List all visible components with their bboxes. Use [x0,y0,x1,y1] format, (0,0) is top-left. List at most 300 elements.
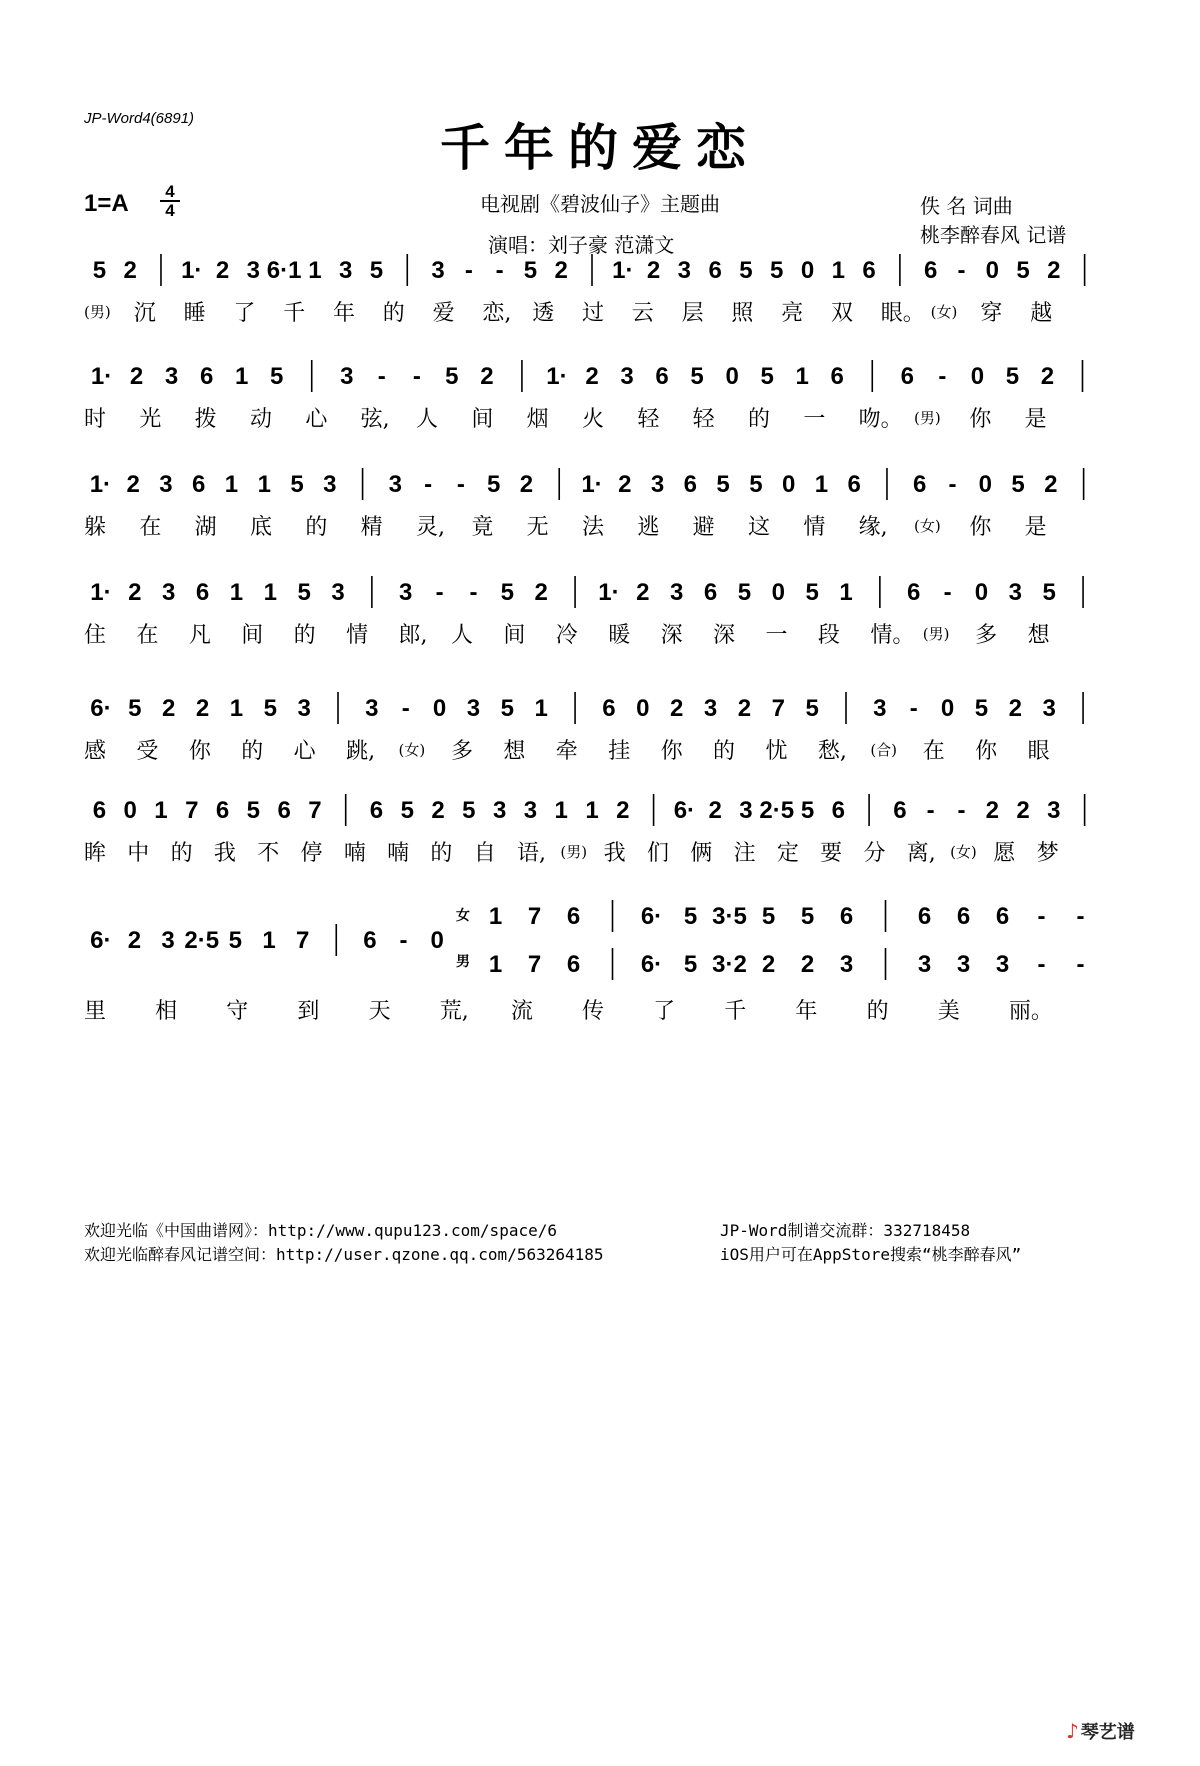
lyric-word: 多 [975,623,998,648]
notation-note: 2 [126,471,140,498]
lyric-word: 间 [241,623,264,648]
voice-part-tag: (女) [950,843,977,861]
notation-note: 3 [399,579,413,606]
notation-note: - [456,471,465,498]
notation-note: 5 [500,579,515,606]
voice-part-tag: (男) [922,625,950,643]
lyric-word: 想 [503,739,526,764]
notation-note: 2 [1047,257,1061,284]
time-signature-bottom: 4 [165,201,175,220]
lyric-word: 云 [631,301,654,326]
notation-note: 7 [771,695,785,722]
notation-note: - [401,695,410,722]
notation-note: 6 [92,797,107,824]
lyric-word: 是 [1024,407,1047,432]
notation-note: 5 [770,257,784,284]
lyric-word: 弦, [360,407,390,432]
notation-note: 6 [831,797,845,824]
notation-note: 1· [90,363,113,390]
notation-note: 2 [480,363,494,390]
lyric-word: 相 [155,999,178,1024]
lyric-word: 注 [733,841,756,866]
lyric-word: 愁, [817,739,847,764]
footer-link-qupu[interactable]: 欢迎光临《中国曲谱网》：http://www.qupu123.com/space/6 [84,1221,557,1240]
notation-note: 5 [1016,257,1030,284]
notation-note: 3 [365,695,379,722]
lyric-line [84,836,1100,876]
female-note: - [1037,903,1046,930]
notation-note: 1 [234,363,249,390]
lyric-word: 光 [139,407,162,432]
notation-note: 3 [340,363,354,390]
notation-note: - [469,579,478,606]
lyric-word: 这 [748,515,771,540]
lyric-word: 里 [84,999,107,1024]
notation-note: 2 [669,695,684,722]
lyric-word: 你 [975,739,998,764]
lyric-word: 层 [681,301,704,326]
notation-note: 2·5 [759,797,795,824]
lyric-word: 睡 [183,301,206,326]
lyric-word: 在 [922,739,945,764]
female-note: 6 [566,903,581,930]
lyric-word: 荒, [439,999,469,1024]
lyric-word: 愿 [993,841,1016,866]
lyric-word: 情 [803,515,826,540]
lyric-line [84,994,1100,1034]
notation-note: 3 [331,579,345,606]
lyric-word: 轻 [637,407,660,432]
lyric-word: 多 [450,739,473,764]
lyric-word: 的 [305,515,328,540]
notation-note: 2 [985,797,999,824]
notation-note: 6 [847,471,861,498]
notation-note: 5 [246,797,261,824]
notation-note: 2 [123,257,137,284]
notation-note: 3 [164,363,179,390]
lyric-word: 我 [603,841,626,866]
lyric-word: 底 [250,515,273,540]
female-note: 3·5 [712,903,747,930]
notation-note: 5 [500,695,515,722]
notation-note: 5 [290,471,304,498]
lyric-word: 人 [450,623,473,648]
notation-note: - [495,257,504,284]
lyric-word: 沉 [133,301,156,326]
notation-note: - [957,257,966,284]
lyric-word: 千 [724,999,747,1024]
notation-note: 1 [585,797,599,824]
notation-note: 1 [308,257,322,284]
notation-note: 1 [229,579,244,606]
lyric-word: 深 [713,623,736,648]
notation-note: 2 [1016,797,1030,824]
notation-note: - [938,363,947,390]
lyric-word: 了 [233,301,256,326]
voice-part-tag: (女) [398,741,426,759]
footer-link-qzone[interactable]: 欢迎光临醉春风记谱空间：http://user.qzone.qq.com/563264185 [84,1245,604,1264]
shared-note: 2·5 [184,927,220,954]
notation-note: 3 [739,797,753,824]
notation-note: 1 [224,471,239,498]
male-note: 3 [956,951,971,978]
lyric-word: 梦 [1036,841,1059,866]
lyric-word: 中 [127,841,150,866]
lyric-word: 丽。 [1008,999,1053,1024]
female-note: 6 [956,903,971,930]
notation-note: 0 [985,257,999,284]
notation-note: 2 [737,695,752,722]
lyric-word: 住 [84,623,107,648]
notation-note: 0 [725,363,739,390]
notation-note: 3 [620,363,634,390]
notation-note: 6 [369,797,384,824]
lyric-word: 眸 [84,841,107,866]
voice-part-tag: (男) [560,843,588,861]
lyric-word: 逃 [637,515,660,540]
male-note: - [1037,951,1046,978]
lyric-word: 亮 [781,301,804,326]
notation-note: 1· [90,579,112,606]
notation-note: 3 [159,471,173,498]
lyric-word: 透 [532,301,555,326]
lyric-word: 心 [305,407,328,432]
shared-note: - [399,927,408,954]
lyric-word: 在 [139,515,162,540]
lyric-word: 时 [84,407,107,432]
notation-note: 5 [716,471,730,498]
female-note: 1 [488,903,503,930]
female-note: 5 [800,903,815,930]
lyric-word: 湖 [194,515,217,540]
lyric-word: 灵, [416,515,445,540]
notation-note: 5 [128,695,142,722]
notation-note: 1 [154,797,168,824]
shared-note: 7 [295,927,310,954]
notation-note: 1 [229,695,244,722]
notation-note: 1· [598,579,620,606]
notation-note: 6 [655,363,669,390]
notation-note: 6 [215,797,230,824]
notation-note: 5 [1011,471,1025,498]
notation-note: 0 [432,695,447,722]
composer-credit: 佚 名 词曲 [920,194,1013,218]
male-note: 3·2 [712,951,747,978]
notation-note: 2 [1040,363,1055,390]
notation-note: 3 [1008,579,1023,606]
notation-note: 5 [486,471,501,498]
notation-note: 0 [781,471,796,498]
lyric-word: 们 [646,841,669,866]
lyric-word: 年 [333,301,356,326]
lyric-word: 的 [866,999,889,1024]
time-signature-top: 4 [165,182,175,201]
logo-icon: ♪ [1066,1719,1079,1743]
lyric-word: 精 [360,515,383,540]
notation-note: 6 [192,471,206,498]
notation-note: 2 [129,363,144,390]
notation-note: 2 [708,797,722,824]
lyric-word: 牵 [555,739,578,764]
lyric-word: 跳, [346,739,376,764]
shared-note: 6· [90,927,112,954]
notation-note: 6 [199,363,214,390]
notation-note: 1 [554,797,568,824]
lyric-word: 深 [660,623,683,648]
notation-note: 5 [400,797,414,824]
notation-note: 2 [616,797,630,824]
lyric-word: 的 [293,623,316,648]
lyric-word: 守 [226,999,249,1024]
male-note: 7 [527,951,542,978]
lyric-word: 定 [776,841,799,866]
notation-note: 2 [554,257,568,284]
male-note: 3 [917,951,932,978]
notation-note: 6 [900,363,914,390]
voice-part-tag: (女) [914,517,941,535]
notation-note: 7 [308,797,322,824]
lyric-word: 双 [831,301,854,326]
notation-note: 6 [277,797,291,824]
lyric-word: 语, [517,841,547,866]
notation-note: 6 [602,695,616,722]
notation-note: 2 [1044,471,1058,498]
lyric-word: 爱 [432,301,455,326]
notation-note: 6 [708,257,722,284]
lyric-line [84,402,1100,442]
notation-note: 3 [388,471,403,498]
notation-note: 1 [263,579,277,606]
male-note: 1 [488,951,503,978]
notation-note: 5 [737,579,752,606]
lyric-word: 流 [510,999,533,1024]
notation-note: 2 [585,363,599,390]
lyric-word: 心 [293,739,316,764]
notation-note: 7 [185,797,199,824]
notation-note: 6 [923,257,938,284]
notation-note: 3 [466,695,481,722]
notation-note: 2 [1008,695,1023,722]
lyric-word: 一 [803,407,826,432]
lyric-word: 俩 [690,841,713,866]
lyric-word: 郎, [398,623,428,648]
lyric-word: 照 [731,301,754,326]
lyric-word: 你 [660,739,683,764]
lyric-word: 要 [820,841,843,866]
lyric-word: 竟 [471,515,494,540]
notation-note: 6 [907,579,921,606]
lyric-word: 烟 [526,407,549,432]
notation-note: 1· [612,257,634,284]
notation-note: 3 [323,471,337,498]
notation-note: - [464,257,473,284]
lyric-word: 挂 [608,739,631,764]
lyric-word: 你 [969,407,992,432]
notation-note: 5 [263,695,277,722]
notation-note: 5 [690,363,704,390]
notation-note: 3 [161,579,176,606]
notation-note: - [926,797,935,824]
lyric-word: 避 [692,515,715,540]
notation-note: - [948,471,957,498]
lyric-word: 情 [346,623,369,648]
lyric-word: 是 [1024,515,1047,540]
notation-note: 2 [519,471,534,498]
notation-note: 1· [581,471,603,498]
notation-note: 0 [123,797,137,824]
lyric-word: 凡 [188,623,211,648]
lyric-word: 躲 [84,515,107,540]
lyric-word: 过 [582,301,605,326]
lyric-word: 的 [430,841,453,866]
male-note: 2 [761,951,776,978]
notation-note: 5 [445,363,459,390]
notation-note: - [957,797,966,824]
notation-note: 2 [534,579,548,606]
notation-note: 6 [683,471,698,498]
lyric-word: 缘, [858,515,888,540]
lyric-word: 离, [906,841,936,866]
lyric-word: 我 [213,841,236,866]
lyric-word: 了 [653,999,676,1024]
male-note: 5 [683,951,698,978]
lyric-line [84,510,1100,550]
male-note: - [1076,951,1085,978]
notation-note: 0 [636,695,650,722]
notation-note: 3 [1042,695,1056,722]
notation-note: 5 [1005,363,1020,390]
lyric-line [84,296,1100,336]
lyric-word: 传 [582,999,605,1024]
voice-part-tag: (男) [914,409,941,427]
notation-note: 3 [492,797,507,824]
footer-group: JP-Word制谱交流群：332718458 [720,1221,971,1240]
notation-note: 1 [814,471,829,498]
footer-ios-note: iOS用户可在AppStore搜索“桃李醉春风” [720,1245,1022,1264]
lyric-word: 千 [283,301,306,326]
subtitle: 电视剧《碧波仙子》主题曲 [480,192,720,216]
notation-note: 5 [297,579,311,606]
lyric-word: 受 [136,739,159,764]
notation-line [84,896,1100,986]
notation-note: 5 [749,471,763,498]
notation-note: - [943,579,952,606]
lyric-word: 自 [473,841,496,866]
lyric-word: 法 [582,515,605,540]
notation-note: 0 [978,471,992,498]
notation-note: 6 [830,363,844,390]
lyric-word: 段 [817,623,840,648]
notation-note: 2 [215,257,230,284]
lyric-word: 眼。 [880,301,925,326]
female-note: 6 [839,903,854,930]
male-note: 3 [995,951,1010,978]
notation-note: 3 [669,579,684,606]
lyric-word: 的 [382,301,405,326]
notation-note: 6 [913,471,927,498]
male-note: 6· [640,951,663,978]
male-note: 6 [566,951,581,978]
watermark-text: 琴艺谱 [1080,1722,1135,1743]
song-title: 千年的爱恋 [440,118,760,177]
notation-note: 2 [128,579,142,606]
male-note: 3 [839,951,854,978]
notation-note: 0 [940,695,955,722]
lyric-word: 天 [368,999,391,1024]
notation-note: 0 [771,579,785,606]
lyric-word: 喃 [343,841,366,866]
lyric-word: 分 [863,841,886,866]
notation-note: - [377,363,386,390]
notation-note: 3 [246,257,261,284]
lyric-word: 你 [969,515,992,540]
shared-note: 2 [127,927,142,954]
lyric-word: 间 [471,407,494,432]
lyric-word: 感 [84,739,107,764]
female-note: 6 [995,903,1010,930]
lyric-word: 的 [170,841,193,866]
male-note: 2 [800,951,815,978]
lyric-word: 人 [416,407,439,432]
lyric-word: 你 [188,739,211,764]
transcriber-credit: 桃李醉春风 记谱 [920,223,1067,247]
notation-note: 5 [92,257,107,284]
notation-note: 3 [677,257,692,284]
notation-note: - [412,363,421,390]
lyric-line [84,618,1100,658]
notation-note: 5 [270,363,284,390]
singers: 演唱：刘子豪 范潇文 [488,233,675,257]
notation-note: 5 [974,695,989,722]
female-note: - [1076,903,1085,930]
notation-note: 6 [195,579,210,606]
lyric-word: 的 [241,739,264,764]
lyric-word: 冷 [555,623,578,648]
voice-label-male: 男 [456,953,470,969]
voice-label-female: 女 [456,907,470,923]
lyric-word: 间 [503,623,526,648]
notation-note: 5 [760,363,774,390]
notation-note: 1· [546,363,568,390]
voice-part-tag: (合) [870,741,898,759]
lyric-word: 的 [713,739,736,764]
female-note: 6· [640,903,663,930]
watermark-logo [1066,1718,1135,1744]
notation-note: 2 [161,695,176,722]
notation-note: 5 [805,695,819,722]
notation-note: - [435,579,444,606]
lyric-word: 轻 [692,407,715,432]
notation-note: 0 [974,579,989,606]
notation-note: 2 [195,695,210,722]
notation-note: 2 [636,579,650,606]
lyric-word: 无 [526,515,549,540]
lyric-word: 喃 [387,841,410,866]
lyric-word: 停 [300,841,323,866]
lyric-word: 越 [1030,301,1053,326]
notation-note: 3 [339,257,353,284]
lyric-word: 想 [1027,623,1050,648]
voice-part-tag: (女) [930,303,958,321]
notation-note: 5 [369,257,384,284]
notation-note: 6 [703,579,718,606]
lyric-line [84,734,1100,774]
lyric-word: 恋, [482,301,512,326]
notation-note: 2 [618,471,632,498]
notation-note: 3 [703,695,718,722]
lyric-word: 不 [257,841,280,866]
key-signature: 1=A [84,190,129,217]
